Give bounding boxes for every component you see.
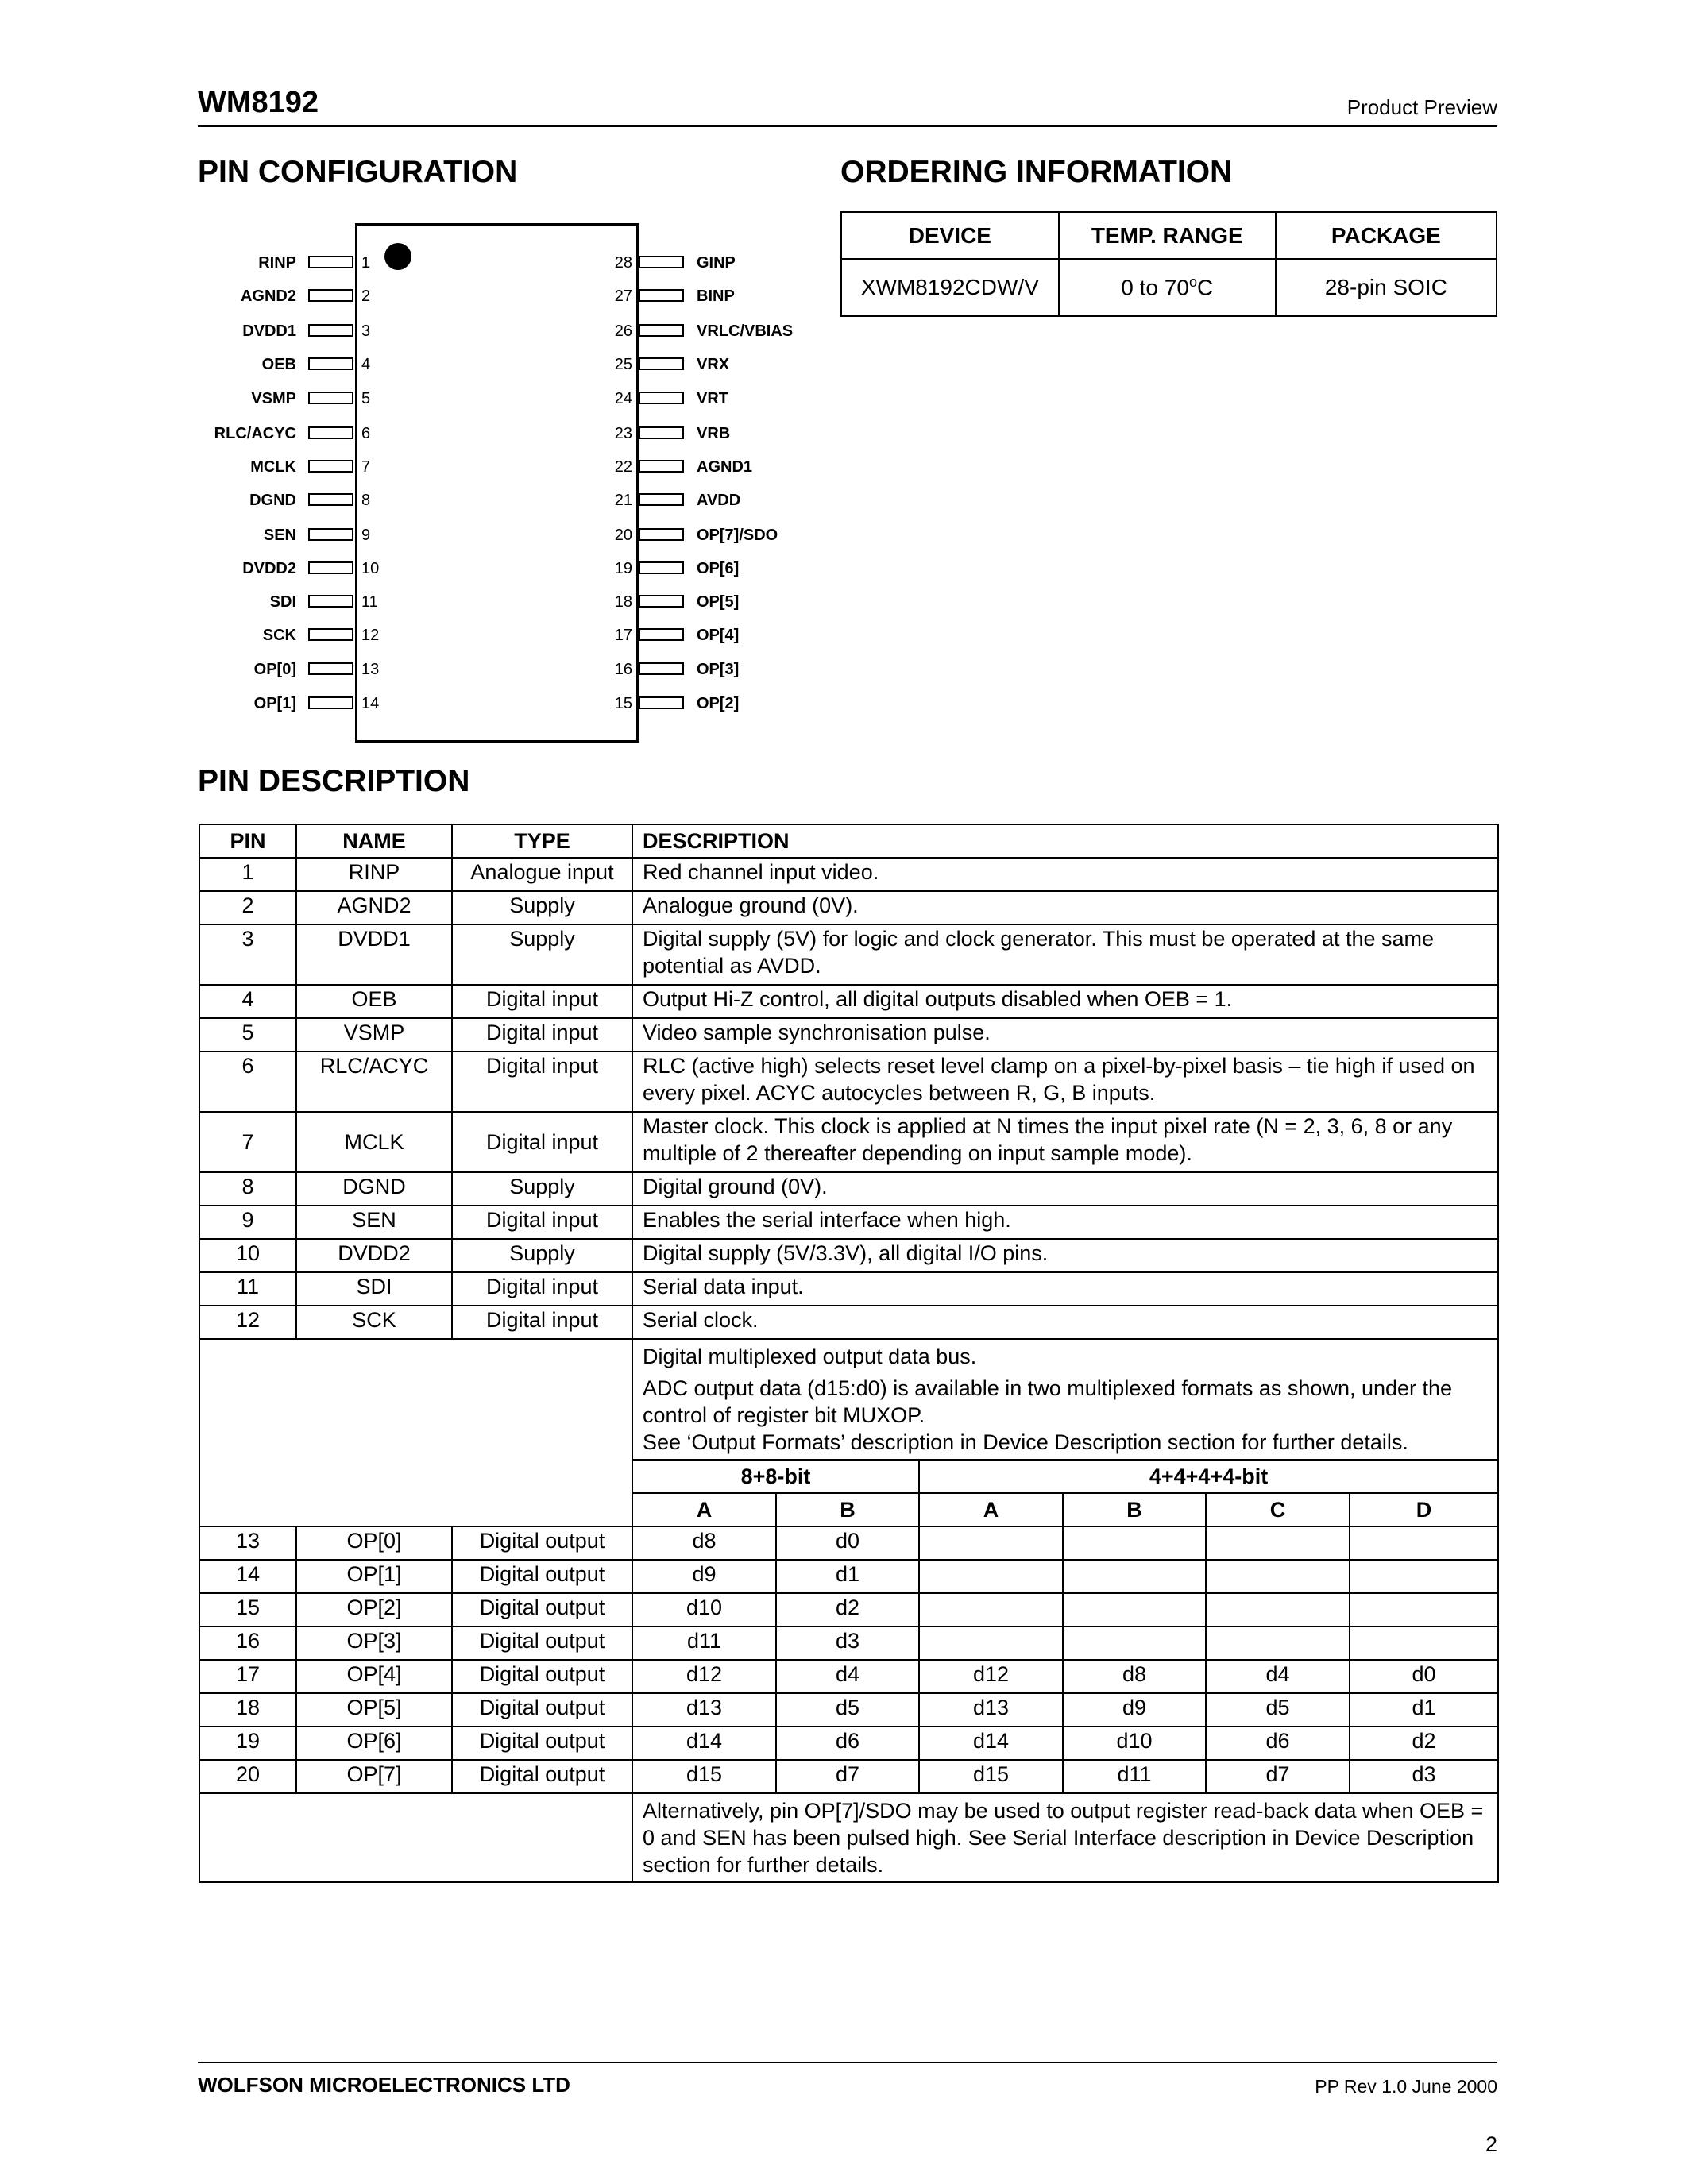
ordering-row [841,259,1497,316]
pin-number: 23 [614,425,632,442]
pin-name-cell: SEN [296,1206,452,1239]
right-pin-row [556,424,826,443]
pin-name-label: RINP [258,254,296,272]
format-8-8-col-b: B [776,1493,919,1526]
left-pin-row [0,694,397,713]
pin-name-cell: DGND [296,1172,452,1206]
pin-lead [639,460,684,473]
pin-lead [639,426,684,439]
pin-type-cell: Digital output [452,1660,632,1693]
pin-number-cell: 10 [199,1239,296,1272]
pin-name-label: RLC/ACYC [214,425,296,442]
device-column-header: DEVICE [841,212,1059,259]
pin-name-label: SEN [263,527,296,544]
pin-number: 24 [614,390,632,407]
type-column-header: TYPE [452,824,632,858]
pin-number-cell: 11 [199,1272,296,1306]
right-pin-row [556,389,826,408]
pin-number-cell: 19 [199,1727,296,1760]
pin-description-cell: Red channel input video. [632,858,1498,891]
pin-lead [639,324,684,337]
pin-name-label: AVDD [697,492,741,509]
format-4-4-col-b: B [1063,1493,1206,1526]
pin-number: 21 [614,492,632,509]
pin-name-cell: OP[6] [296,1727,452,1760]
pin-lead [308,392,353,404]
left-pin-row [0,660,397,679]
pin-name-label: OP[6] [697,560,740,577]
ordering-information-heading: ORDERING INFORMATION [840,155,1233,189]
pin-number: 13 [361,661,380,678]
pin-name-label: DGND [249,492,296,509]
pin-lead [639,561,684,574]
pin-number-cell: 14 [199,1560,296,1593]
pin-type-cell: Supply [452,924,632,985]
pin-lead [639,662,684,675]
right-pin-row [556,660,826,679]
pin-lead [308,696,353,709]
pin-lead [639,289,684,302]
output-bit-cell: d3 [776,1626,919,1660]
pin-number: 6 [361,425,371,442]
output-bit-cell [919,1593,1063,1626]
pin-lead [639,493,684,506]
pin-name-label: DVDD1 [242,322,296,340]
pin-number: 15 [614,695,632,712]
output-bit-cell: d1 [776,1560,919,1593]
pin-number-cell: 2 [199,891,296,924]
pin-lead [639,628,684,641]
pin-name-label: OP[1] [253,695,296,712]
output-bit-cell: d10 [1063,1727,1206,1760]
left-pin-row [0,626,397,645]
pin-lead [639,392,684,404]
pin-number: 10 [361,560,380,577]
output-bit-cell: d9 [632,1560,776,1593]
output-bit-cell: d5 [1206,1693,1350,1727]
pin-name-label: AGND1 [697,458,753,476]
output-bit-cell: d5 [776,1693,919,1727]
output-bit-cell: d4 [1206,1660,1350,1693]
output-bit-cell [1063,1560,1206,1593]
output-bit-cell [1206,1626,1350,1660]
format-4-4-col-d: D [1350,1493,1498,1526]
document-subtitle: Product Preview [1346,95,1497,119]
pin-name-cell: OEB [296,985,452,1018]
output-pin-row [199,1660,1498,1693]
alt-note-row [199,1793,1498,1882]
pin-number-cell: 6 [199,1051,296,1112]
pin-type-cell: Digital input [452,1112,632,1172]
pin-number: 25 [614,356,632,373]
pin-description-table [199,824,1499,1883]
pin-name-cell: SCK [296,1306,452,1339]
pin-number: 1 [361,254,371,272]
pin-number-cell: 18 [199,1693,296,1727]
right-pin-row [556,592,826,612]
pin-lead [308,289,353,302]
pin-type-cell: Digital input [452,1051,632,1112]
pin-lead [308,561,353,574]
right-pin-row [556,526,826,545]
document-title: WM8192 [198,86,319,119]
pin-lead [308,662,353,675]
pin-description-cell: Video sample synchronisation pulse. [632,1018,1498,1051]
pin-row [199,1272,1498,1306]
pin-description-cell: Serial data input. [632,1272,1498,1306]
pin-number: 3 [361,322,371,340]
pin-row [199,858,1498,891]
pin-name-label: AGND2 [240,287,296,305]
pin-lead [639,256,684,268]
format-4-4-header: 4+4+4+4-bit [919,1460,1498,1493]
pin-number: 8 [361,492,371,509]
pin-number: 7 [361,458,371,476]
pin-lead [308,528,353,541]
output-bit-cell: d8 [1063,1660,1206,1693]
pin-name-label: OP[0] [253,661,296,678]
pin-type-cell: Digital output [452,1560,632,1593]
output-pin-row [199,1560,1498,1593]
pin-name-cell: DVDD1 [296,924,452,985]
pin-name-label: OEB [261,356,296,373]
degree-superscript: o [1188,274,1197,291]
output-bit-cell: d2 [1350,1727,1498,1760]
pin-lead [308,357,353,370]
output-bit-cell: d6 [1206,1727,1350,1760]
pin-number: 11 [361,593,378,611]
pin-number-cell: 17 [199,1660,296,1693]
output-bus-intro: Digital multiplexed output data bus. [643,1345,977,1368]
left-pin-row [0,424,397,443]
header-divider [198,125,1497,127]
pin-row [199,1112,1498,1172]
left-pin-row [0,322,397,341]
page-number: 2 [1485,2132,1497,2156]
pin-name-label: VRX [697,356,730,373]
pin-type-cell: Digital input [452,985,632,1018]
pin-table-header-row [199,824,1498,858]
output-bit-cell: d7 [1206,1760,1350,1793]
pin-lead [308,426,353,439]
pin-number-cell: 20 [199,1760,296,1793]
pin-number-cell: 5 [199,1018,296,1051]
temp-range-cell [1059,259,1276,316]
pin-description-cell: Serial clock. [632,1306,1498,1339]
blank-cell [199,1793,632,1882]
output-bus-see: See ‘Output Formats’ description in Device Description section for further details. [643,1430,1408,1454]
pin-name-cell: RINP [296,858,452,891]
pin-type-cell: Supply [452,1172,632,1206]
package-cell: 28-pin SOIC [1276,259,1497,316]
pin-number-cell: 8 [199,1172,296,1206]
output-bit-cell [1206,1526,1350,1560]
pin-name-cell: VSMP [296,1018,452,1051]
pin-lead [308,324,353,337]
pin-lead [639,357,684,370]
pin-name-label: GINP [697,254,736,272]
pin-number: 4 [361,356,371,373]
pin-lead [639,528,684,541]
output-bit-cell: d7 [776,1760,919,1793]
pin-name-cell: AGND2 [296,891,452,924]
pin-number-cell: 9 [199,1206,296,1239]
pin-number: 27 [614,287,632,305]
pin-name-cell: OP[0] [296,1526,452,1560]
pin-number: 18 [614,593,632,611]
pin-name-cell: OP[4] [296,1660,452,1693]
footer-revision: PP Rev 1.0 June 2000 [1315,2076,1497,2097]
output-bit-cell: d0 [1350,1660,1498,1693]
pin-type-cell: Digital output [452,1727,632,1760]
pin-description-heading: PIN DESCRIPTION [198,764,470,798]
pin-name-label: OP[7]/SDO [697,527,778,544]
pin-number-cell: 3 [199,924,296,985]
pin-name-cell: OP[5] [296,1693,452,1727]
output-bit-cell: d11 [1063,1760,1206,1793]
pin-number-cell: 4 [199,985,296,1018]
pin-number: 17 [614,627,632,644]
pin-description-cell: Enables the serial interface when high. [632,1206,1498,1239]
pin-number: 16 [614,661,632,678]
pin-type-cell: Digital input [452,1018,632,1051]
left-pin-row [0,491,397,510]
output-bit-cell [1063,1526,1206,1560]
pin-name-label: OP[2] [697,695,740,712]
output-bit-cell: d15 [632,1760,776,1793]
output-bit-cell: d9 [1063,1693,1206,1727]
pin-type-cell: Digital output [452,1693,632,1727]
left-pin-row [0,526,397,545]
output-bus-description [632,1339,1498,1460]
pin-name-cell: MCLK [296,1112,452,1172]
pin-name-label: OP[4] [697,627,740,644]
pin-type-cell: Digital output [452,1760,632,1793]
pin-name-cell: DVDD2 [296,1239,452,1272]
footer-divider [198,2062,1497,2063]
pin-number: 28 [614,254,632,272]
pin-row [199,1018,1498,1051]
output-bit-cell: d0 [776,1526,919,1560]
pin-lead [308,460,353,473]
pin-lead [308,256,353,268]
pin-type-cell: Digital input [452,1206,632,1239]
right-pin-row [556,253,826,272]
pin-configuration-heading: PIN CONFIGURATION [198,155,518,189]
pin-lead [308,595,353,608]
description-column-header: DESCRIPTION [632,824,1498,858]
pin-type-cell: Digital input [452,1272,632,1306]
right-pin-row [556,322,826,341]
right-pin-row [556,457,826,477]
format-8-8-col-a: A [632,1493,776,1526]
right-pin-row [556,694,826,713]
pin-table-body [199,858,1498,1882]
pin-number-cell: 7 [199,1112,296,1172]
output-bus-intro-row [199,1339,1498,1460]
pin-lead [308,628,353,641]
output-bit-cell: d3 [1350,1760,1498,1793]
output-bit-cell: d12 [632,1660,776,1693]
format-4-4-col-a: A [919,1493,1063,1526]
output-bit-cell: d15 [919,1760,1063,1793]
pin-name-label: VRT [697,390,728,407]
output-bit-cell [919,1626,1063,1660]
output-pin-row [199,1760,1498,1793]
pin-name-label: OP[3] [697,661,740,678]
output-bit-cell: d13 [632,1693,776,1727]
pin-name-label: DVDD2 [242,560,296,577]
pin-type-cell: Analogue input [452,858,632,891]
output-bit-cell [1063,1593,1206,1626]
temp-range-value: 0 to 70 [1121,275,1189,300]
right-pin-row [556,559,826,578]
pin-name-cell: OP[1] [296,1560,452,1593]
output-bit-cell: d12 [919,1660,1063,1693]
output-pin-row [199,1526,1498,1560]
right-pin-row [556,626,826,645]
pin-description-cell: Analogue ground (0V). [632,891,1498,924]
left-pin-row [0,559,397,578]
ordering-header-row [841,212,1497,259]
pin-row [199,1051,1498,1112]
output-bit-cell: d4 [776,1660,919,1693]
pin-type-cell: Digital output [452,1526,632,1560]
pin-row [199,1206,1498,1239]
pin-name-label: VSMP [251,390,296,407]
pin-number: 14 [361,695,380,712]
pin-number: 9 [361,527,371,544]
right-pin-row [556,355,826,374]
output-bit-cell [1350,1560,1498,1593]
output-bit-cell: d13 [919,1693,1063,1727]
format-8-8-header: 8+8-bit [632,1460,919,1493]
pin-number-cell: 15 [199,1593,296,1626]
left-pin-row [0,287,397,306]
pin-number-cell: 1 [199,858,296,891]
pin-name-cell: OP[3] [296,1626,452,1660]
pin-name-label: VRLC/VBIAS [697,322,794,340]
format-4-4-col-c: C [1206,1493,1350,1526]
output-bit-cell [1350,1593,1498,1626]
pin-description-cell: Digital supply (5V) for logic and clock generator. This must be operated at the same potential as AVDD. [632,924,1498,985]
pin-name-cell: SDI [296,1272,452,1306]
pin-number: 12 [361,627,380,644]
output-bit-cell: d6 [776,1727,919,1760]
output-bit-cell: d10 [632,1593,776,1626]
output-bit-cell [919,1560,1063,1593]
pin-type-cell: Digital output [452,1593,632,1626]
pin-column-header: PIN [199,824,296,858]
output-bit-cell [1063,1626,1206,1660]
pin-name-cell: OP[7] [296,1760,452,1793]
pin-number: 22 [614,458,632,476]
device-cell: XWM8192CDW/V [841,259,1059,316]
pin-name-label: OP[5] [697,593,740,611]
output-bit-cell: d14 [632,1727,776,1760]
pin-name-label: VRB [697,425,731,442]
footer-company: WOLFSON MICROELECTRONICS LTD [198,2073,570,2097]
package-column-header: PACKAGE [1276,212,1497,259]
pin-lead [639,595,684,608]
pin-number: 19 [614,560,632,577]
output-pin-row [199,1727,1498,1760]
pin-name-cell: OP[2] [296,1593,452,1626]
left-pin-row [0,592,397,612]
alt-note-cell: Alternatively, pin OP[7]/SDO may be used to output register read-back data when OEB = 0 and SEN has been pulsed high. See Serial Interface description in Device Description section for further details. [632,1793,1498,1882]
pin-row [199,1239,1498,1272]
output-bit-cell: d1 [1350,1693,1498,1727]
output-bit-cell [1350,1626,1498,1660]
pin-row [199,985,1498,1018]
output-pin-row [199,1626,1498,1660]
output-bit-cell: d11 [632,1626,776,1660]
pin-type-cell: Supply [452,891,632,924]
pin-name-label: SCK [262,627,296,644]
right-pin-row [556,287,826,306]
pin-lead [639,696,684,709]
pin-number: 5 [361,390,371,407]
pin-description-cell: RLC (active high) selects reset level clamp on a pixel-by-pixel basis – tie high if used on every pixel. ACYC autocycles between R, G, B inputs. [632,1051,1498,1112]
output-bit-cell: d14 [919,1727,1063,1760]
output-bit-cell [919,1526,1063,1560]
pin-type-cell: Digital output [452,1626,632,1660]
ordering-table [840,211,1497,317]
output-bit-cell [1206,1593,1350,1626]
output-bit-cell [1350,1526,1498,1560]
output-bus-formats: ADC output data (d15:d0) is available in two multiplexed formats as shown, under the control of register bit MUXOP. [643,1376,1453,1427]
pin-row [199,1306,1498,1339]
output-bit-cell [1206,1560,1350,1593]
output-bit-cell: d8 [632,1526,776,1560]
pin-number-cell: 16 [199,1626,296,1660]
pin-description-cell: Digital ground (0V). [632,1172,1498,1206]
pin-description-cell: Output Hi-Z control, all digital outputs disabled when OEB = 1. [632,985,1498,1018]
output-bit-cell: d2 [776,1593,919,1626]
pin-lead [308,493,353,506]
pin-type-cell: Supply [452,1239,632,1272]
pin-number: 20 [614,527,632,544]
right-pin-row [556,491,826,510]
temp-range-column-header: TEMP. RANGE [1059,212,1276,259]
pin-number-cell: 13 [199,1526,296,1560]
left-pin-row [0,355,397,374]
name-column-header: NAME [296,824,452,858]
output-pin-row [199,1593,1498,1626]
pin-name-label: BINP [697,287,735,305]
temp-unit: C [1196,275,1214,300]
pin-type-cell: Digital input [452,1306,632,1339]
pin-description-cell: Digital supply (5V/3.3V), all digital I/O pins. [632,1239,1498,1272]
pin-name-label: MCLK [250,458,296,476]
pin-row [199,1172,1498,1206]
pin-name-label: SDI [269,593,296,611]
pin-name-cell: RLC/ACYC [296,1051,452,1112]
pin-row [199,924,1498,985]
left-pin-row [0,389,397,408]
pin-number: 26 [614,322,632,340]
pin-row [199,891,1498,924]
pin-number: 2 [361,287,371,305]
blank-cell [199,1339,632,1526]
left-pin-row [0,457,397,477]
pin-number-cell: 12 [199,1306,296,1339]
left-pin-row [0,253,397,272]
pin-description-cell: Master clock. This clock is applied at N times the input pixel rate (N = 2, 3, 6, 8 or any multiple of 2 thereafter depending on input sample mode). [632,1112,1498,1172]
output-pin-row [199,1693,1498,1727]
